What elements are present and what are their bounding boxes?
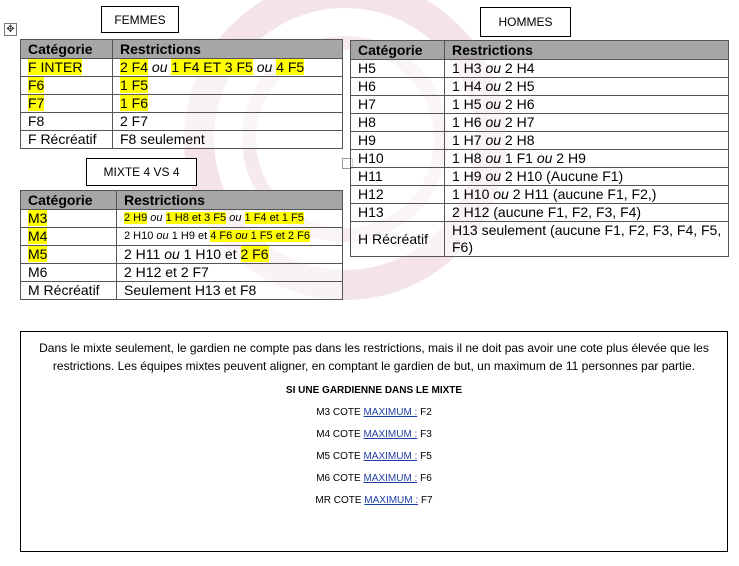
table-row (21, 95, 343, 113)
cote-word: COTE (332, 429, 361, 440)
restriction-part: 1 F4 et 1 F5 (244, 212, 304, 224)
table-row (21, 77, 343, 95)
restriction-part: 1 H8 et 3 F5 (165, 212, 227, 224)
restriction-cell: Seulement H13 et F8 (117, 282, 343, 300)
category-cell: M3 (28, 210, 48, 226)
category-cell: H8 (351, 114, 445, 132)
max-value: F5 (420, 451, 432, 462)
hommes-table (350, 40, 729, 257)
table-row (351, 186, 729, 204)
restriction-or: ou (485, 78, 502, 94)
category-cell: M5 (28, 246, 48, 262)
maximum-word: MAXIMUM : (363, 451, 418, 462)
category-cell: F8 (21, 113, 113, 131)
restriction-part: 1 F5 (120, 77, 149, 93)
category-cell: H12 (351, 186, 445, 204)
restriction-part: 1 F5 et 2 F6 (250, 230, 310, 242)
note-heading: SI UNE GARDIENNE DANS LE MIXTE (285, 385, 463, 396)
restriction-or: ou (485, 168, 502, 184)
table-row (351, 150, 729, 168)
restriction-cell: 2 F7 (113, 113, 343, 131)
cote-word: COTE (332, 451, 361, 462)
mixte-category: M3 (316, 407, 331, 418)
table-row (21, 282, 343, 300)
restriction-part: 2 H10 (124, 230, 157, 242)
goalie-max-line (21, 451, 727, 462)
restriction-part: 2 H7 (501, 114, 535, 130)
restriction-or: ou (485, 132, 502, 148)
restriction-part: 1 F4 ET 3 F5 (171, 59, 253, 75)
femmes-table (20, 39, 343, 149)
category-cell: F7 (28, 95, 45, 111)
restriction-or: ou (147, 212, 166, 224)
restriction-or: ou (485, 114, 502, 130)
category-cell: M6 (21, 264, 117, 282)
cote-word: COTE (332, 407, 361, 418)
note-box (20, 331, 728, 552)
mixte-table (20, 190, 343, 300)
restriction-part: 4 F5 (276, 59, 305, 75)
cote-word: COTE (332, 473, 361, 484)
mixte-category: M5 (316, 451, 331, 462)
restriction-part: 1 H6 (452, 114, 486, 130)
note-paragraph: Dans le mixte seulement, le gardien ne compte pas dans les restrictions, mais il ne doit pas avoir une cote plus élevée que les restrictions. Les équipes mixtes peuvent aligner, en comptant le gardien de but, un maximum de 11 personnes par partie. (39, 341, 709, 373)
table-row (21, 131, 343, 149)
restriction-or: ou (156, 230, 169, 242)
category-cell: F6 (28, 77, 45, 93)
cote-word: COTE (333, 495, 362, 506)
restriction-part: 2 H4 (501, 60, 535, 76)
hommes-label: HOMMES (480, 7, 571, 37)
restriction-part: 1 H9 et (168, 230, 211, 242)
restriction-part: 1 H7 (452, 132, 486, 148)
col-header-categorie: Catégorie (21, 40, 113, 59)
category-cell: H10 (351, 150, 445, 168)
col-header-restrictions: Restrictions (117, 191, 343, 210)
category-cell: M4 (28, 228, 48, 244)
col-header-restrictions: Restrictions (113, 40, 343, 59)
table-row (351, 204, 729, 222)
table-row (351, 132, 729, 150)
restriction-part: 1 H10 et (179, 246, 241, 262)
restriction-cell: F8 seulement (113, 131, 343, 149)
table-row (21, 246, 343, 264)
maximum-word: MAXIMUM : (364, 495, 419, 506)
restriction-cell: H13 seulement (aucune F1, F2, F3, F4, F5, F6) (445, 222, 729, 257)
restriction-part: 2 H10 (Aucune F1) (501, 168, 624, 184)
restriction-part: 2 H11 (124, 246, 165, 262)
category-cell: H9 (351, 132, 445, 150)
restriction-or: ou (148, 59, 172, 75)
mixte-label: MIXTE 4 VS 4 (86, 158, 197, 186)
max-value: F3 (420, 429, 432, 440)
restriction-part: 2 H6 (501, 96, 535, 112)
goalie-max-line (21, 495, 727, 506)
mixte-category: MR (315, 495, 331, 506)
goalie-max-line (21, 407, 727, 418)
restriction-part: 1 H9 (452, 168, 486, 184)
table-row (351, 222, 729, 257)
restriction-or: ou (232, 230, 251, 242)
max-value: F7 (420, 495, 433, 506)
restriction-part: 4 F6 (210, 230, 233, 242)
col-header-restrictions: Restrictions (445, 41, 729, 60)
mixte-category: M4 (316, 429, 331, 440)
restriction-or: ou (493, 186, 509, 202)
restriction-or: ou (485, 150, 502, 166)
restriction-or: ou (536, 150, 553, 166)
restriction-part: 1 H5 (452, 96, 486, 112)
restriction-part: 1 F1 (501, 150, 537, 166)
col-header-categorie: Catégorie (351, 41, 445, 60)
restriction-part: 2 F6 (240, 246, 269, 262)
table-row (21, 113, 343, 131)
restriction-or: ou (226, 212, 245, 224)
restriction-part: 1 H8 (452, 150, 486, 166)
category-cell: H5 (351, 60, 445, 78)
table-row (351, 60, 729, 78)
goalie-max-line (21, 473, 727, 484)
restriction-or: ou (252, 59, 277, 75)
restriction-part: 1 H4 (452, 78, 486, 94)
category-cell: M Récréatif (21, 282, 117, 300)
restriction-or: ou (485, 96, 502, 112)
restriction-part: 2 H12 (aucune F1, F2, F3, F4) (452, 204, 642, 220)
restriction-part: 2 H8 (501, 132, 535, 148)
table-move-handle-icon[interactable]: ✥ (4, 23, 17, 36)
table-row (21, 59, 343, 77)
category-cell: H7 (351, 96, 445, 114)
restriction-or: ou (485, 60, 502, 76)
table-row (351, 78, 729, 96)
restriction-part: 2 F4 (120, 59, 149, 75)
table-row (351, 168, 729, 186)
restriction-part: 2 H11 (aucune F1, F2,) (508, 186, 657, 202)
restriction-part: 1 H10 (452, 186, 494, 202)
restriction-part: 1 H3 (452, 60, 486, 76)
goalie-max-line (21, 429, 727, 440)
table-row (351, 96, 729, 114)
table-row (21, 210, 343, 228)
restriction-part: 2 H9 (124, 212, 148, 224)
maximum-word: MAXIMUM : (363, 473, 418, 484)
restriction-or: ou (164, 246, 180, 262)
col-header-categorie: Catégorie (21, 191, 117, 210)
restriction-part: 2 H9 (552, 150, 586, 166)
category-cell: H6 (351, 78, 445, 96)
restriction-part: 1 F6 (120, 95, 149, 111)
restriction-part: 2 H5 (501, 78, 535, 94)
category-cell: H Récréatif (351, 222, 445, 257)
category-cell: F Récréatif (21, 131, 113, 149)
femmes-label: FEMMES (101, 6, 179, 33)
max-value: F6 (420, 473, 432, 484)
table-row (21, 264, 343, 282)
category-cell: H11 (351, 168, 445, 186)
table-row (21, 228, 343, 246)
maximum-word: MAXIMUM : (363, 429, 418, 440)
max-value: F2 (420, 407, 432, 418)
category-cell: F INTER (28, 59, 83, 75)
restriction-cell: 2 H12 et 2 F7 (117, 264, 343, 282)
table-row (351, 114, 729, 132)
mixte-category: M6 (316, 473, 331, 484)
maximum-word: MAXIMUM : (363, 407, 418, 418)
category-cell: H13 (351, 204, 445, 222)
